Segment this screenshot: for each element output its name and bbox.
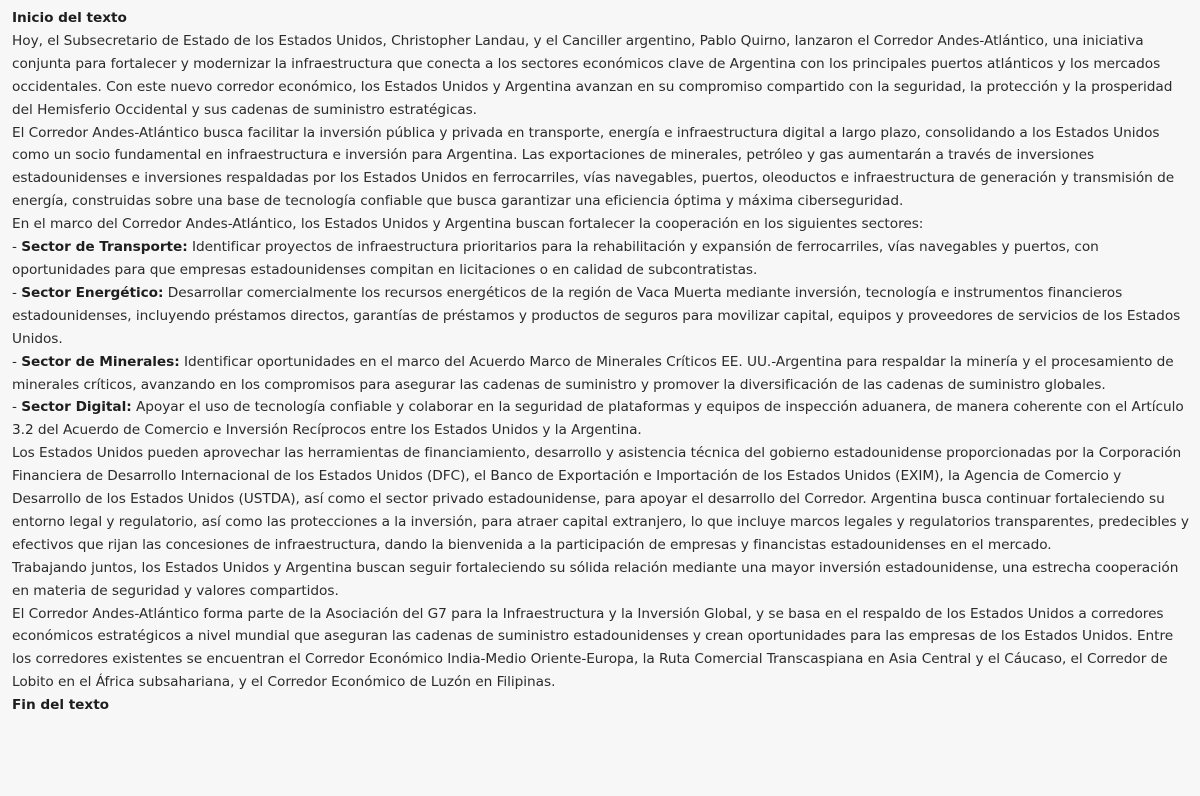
sector-energy-item: [12, 282, 1192, 351]
sector-transport-item: [12, 236, 1192, 282]
paragraph-sectors-intro: En el marco del Corredor Andes-Atlántico, los Estados Unidos y Argentina buscan fortalecer la cooperación en los siguientes sectores:: [12, 216, 924, 233]
sector-minerals-label: Sector de Minerales:: [21, 353, 180, 370]
heading-start: Inicio del texto: [12, 10, 127, 26]
paragraph-financing: Los Estados Unidos pueden aprovechar las herramientas de financiamiento, desarrollo y asistencia técnica del gobierno estadounidense proporcionadas por la Corporación Financiera de Desarrollo Internacional de los Estados Unidos (DFC), el Banco de Exportación e Importación de los Estados Unidos (EXIM), la Agencia de Comercio y Desarrollo de los Estados Unidos (USTDA), así como el sector privado estadounidense, para apoyar el desarrollo del Corredor. Argentina busca continuar fortaleciendo su entorno legal y regulatorio, así como las protecciones a la inversión, para atraer capital extranjero, lo que incluye marcos legales y regulatorios transparentes, predecibles y efectivos que rijan las concesiones de infraestructura, dando la bienvenida a la participación de empresas y financistas estadounidenses en el mercado.: [12, 445, 1189, 553]
sector-energy-label: Sector Energético:: [21, 284, 164, 301]
paragraph-g7-partnership: El Corredor Andes-Atlántico forma parte de la Asociación del G7 para la Infraestructura y la Inversión Global, y se basa en el respaldo de los Estados Unidos a corredores económicos estratégicos a nivel mundial que aseguran las cadenas de suministro estadounidenses y crean oportunidades para las empresas de los Estados Unidos. Entre los corredores existentes se encuentran el Corredor Económico India-Medio Oriente-Europa, la Ruta Comercial Transcaspiana en Asia Central y el Cáucaso, el Corredor de Lobito en el África subsahariana, y el Corredor Económico de Luzón en Filipinas.: [12, 605, 1174, 691]
list-dash: -: [12, 399, 22, 416]
sector-minerals-item: [12, 351, 1192, 397]
sector-energy-text: Desarrollar comercialmente los recursos energéticos de la región de Vaca Muerta mediante inversión, tecnología e instrumentos financieros estadounidenses, incluyendo préstamos directos, garantías de préstamos y productos de seguros para movilizar capital, equipos y proveedores de servicios de los Estados Unidos.: [12, 284, 1181, 347]
heading-end: Fin del texto: [12, 697, 110, 714]
paragraph-intro: Hoy, el Subsecretario de Estado de los Estados Unidos, Christopher Landau, y el Canciller argentino, Pablo Quirno, lanzaron el Corredor Andes-Atlántico, una iniciativa conjunta para fortalecer y modernizar la infraestructura que conecta a los sectores económicos clave de Argentina con los principales puertos atlánticos y los mercados occidentales. Con este nuevo corredor económico, los Estados Unidos y Argentina avanzan en su compromiso compartido con la seguridad, la protección y la prosperidad del Hemisferio Occidental y sus cadenas de suministro estratégicas.: [12, 32, 1173, 118]
sector-digital-label: Sector Digital:: [21, 399, 132, 416]
sector-transport-label: Sector de Transporte:: [21, 239, 188, 256]
sector-digital-text: Apoyar el uso de tecnología confiable y colaborar en la seguridad de plataformas y equipos de inspección aduanera, de manera coherente con el Artículo 3.2 del Acuerdo de Comercio e Inversión Recíprocos entre los Estados Unidos y la Argentina.: [12, 399, 1184, 439]
paragraph-working-together: Trabajando juntos, los Estados Unidos y Argentina buscan seguir fortaleciendo su sólida relación mediante una mayor inversión estadounidense, una estrecha cooperación en materia de seguridad y valores compartidos.: [12, 559, 1179, 599]
sector-minerals-text: Identificar oportunidades en el marco del Acuerdo Marco de Minerales Críticos EE. UU.-Argentina para respaldar la minería y el procesamiento de minerales críticos, avanzando en los compromisos para asegurar las cadenas de suministro y promover la diversificación de las cadenas de suministro globales.: [12, 353, 1174, 393]
list-dash: -: [12, 353, 22, 370]
list-dash: -: [12, 284, 22, 301]
sector-transport-text: Identificar proyectos de infraestructura prioritarios para la rehabilitación y expansión de ferrocarriles, vías navegables y puertos, con oportunidades para que empresas estadounidenses compitan en licitaciones o en calidad de subcontratistas.: [12, 239, 1099, 278]
paragraph-corridor-goals: El Corredor Andes-Atlántico busca facilitar la inversión pública y privada en transporte, energía e infraestructura digital a largo plazo, consolidando a los Estados Unidos como un socio fundamental en infraestructura e inversión para Argentina. Las exportaciones de minerales, petróleo y gas aumentarán a través de inversiones estadounidenses e inversiones respaldadas por los Estados Unidos en ferrocarriles, vías navegables, puertos, oleoductos e infraestructura de generación y transmisión de energía, construidas sobre una base de tecnología confiable que busca garantizar una eficiencia óptima y máxima ciberseguridad.: [12, 124, 1175, 210]
sector-digital-item: [12, 396, 1192, 442]
list-dash: -: [12, 239, 22, 256]
document-body: [12, 7, 1192, 717]
